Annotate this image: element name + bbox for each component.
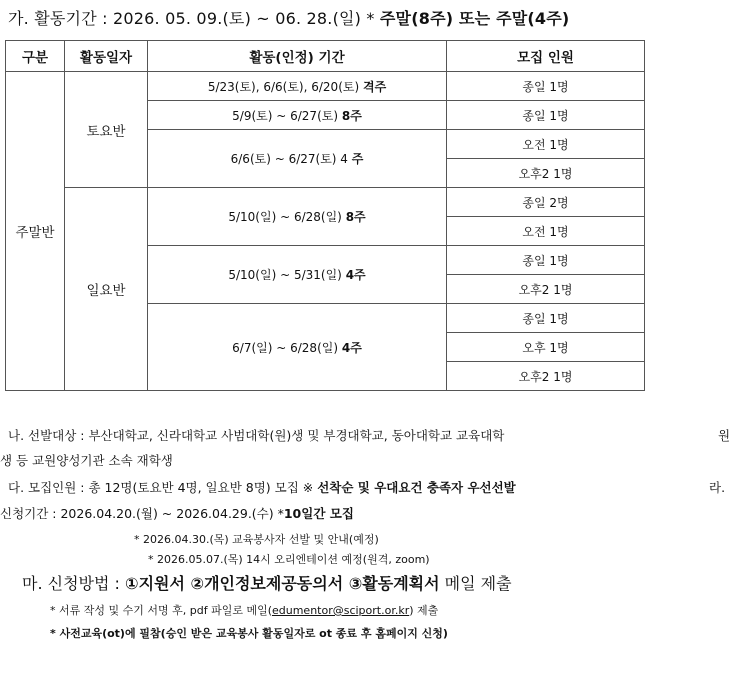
- footer-note-2: * 사전교육(ot)에 필참(승인 받은 교육봉사 활동일자로 ot 종료 후 홈페이지 신청): [50, 627, 448, 640]
- recruit-cell: 종일 1명: [447, 101, 645, 130]
- recruit-cell: 종일 1명: [447, 72, 645, 101]
- activity-period-weeks: 주말(8주) 또는 주말(4주): [379, 9, 570, 28]
- recruit-cell: 오후 1명: [447, 333, 645, 362]
- activity-period-text: 가. 활동기간 : 2026. 05. 09.(토) ~ 06. 28.(일) *: [8, 9, 375, 28]
- header-activity-period: 활동(인정) 기간: [148, 41, 447, 72]
- notice-selection: * 2026.04.30.(목) 교육봉사자 선발 및 안내(예정): [134, 533, 379, 546]
- recruit-line: 다. 모집인원 : 총 12명(토요반 4명, 일요반 8명) 모집 ※ 선착순 및 우대요건 충족자 우선선발: [8, 480, 516, 495]
- activity-period-line: [8, 6, 569, 29]
- target-line-1: 나. 선발대상 : 부산대학교, 신라대학교 사범대학(원)생 및 부경대학교, 동아대학교 교육대학: [8, 428, 505, 443]
- email-link[interactable]: edumentor@sciport.or.kr: [271, 604, 410, 617]
- header-category: 구분: [6, 41, 65, 72]
- application-method-line: 마. 신청방법 : ①지원서 ②개인정보제공동의서 ③활동계획서 메일 제출: [22, 574, 512, 593]
- period-cell: 5/9(토) ~ 6/27(토) 8주: [148, 101, 447, 130]
- recruit-cell: 종일 1명: [447, 246, 645, 275]
- schedule-table: [5, 40, 645, 391]
- header-activity-day: 활동일자: [65, 41, 148, 72]
- period-cell: 5/10(일) ~ 6/28(일) 8주: [148, 188, 447, 246]
- period-cell: 5/23(토), 6/6(토), 6/20(토) 격주: [148, 72, 447, 101]
- recruit-cell: 오후2 1명: [447, 275, 645, 304]
- recruit-cell: 종일 2명: [447, 188, 645, 217]
- recruit-cell: 종일 1명: [447, 304, 645, 333]
- category-cell: 주말반: [6, 72, 65, 391]
- period-cell: 6/7(일) ~ 6/28(일) 4주: [148, 304, 447, 391]
- period-cell: 6/6(토) ~ 6/27(토) 4 주: [148, 130, 447, 188]
- recruit-cell: 오후2 1명: [447, 159, 645, 188]
- target-line-2: 생 등 교원양성기관 소속 재학생: [0, 453, 173, 468]
- recruit-cell: 오전 1명: [447, 130, 645, 159]
- table-row: [6, 72, 645, 101]
- saturday-class-cell: 토요반: [65, 72, 148, 188]
- recruit-cell: 오후2 1명: [447, 362, 645, 391]
- sunday-class-cell: 일요반: [65, 188, 148, 391]
- footer-note-1: * 서류 작성 및 수기 서명 후, pdf 파일로 메일(edumentor@sciport.or.kr) 제출: [50, 604, 439, 617]
- recruit-cell: 오전 1명: [447, 217, 645, 246]
- table-header-row: [6, 41, 645, 72]
- application-period-line: 신청기간 : 2026.04.20.(월) ~ 2026.04.29.(수) *10일간 모집: [0, 506, 354, 521]
- table-row: [6, 188, 645, 217]
- period-cell: 5/10(일) ~ 5/31(일) 4주: [148, 246, 447, 304]
- recruit-line-tail: 라.: [709, 480, 726, 495]
- target-line-1-tail: 원: [718, 428, 731, 443]
- header-recruit-count: 모집 인원: [447, 41, 645, 72]
- notice-orientation: * 2026.05.07.(목) 14시 오리엔테이션 예정(원격, zoom): [148, 553, 430, 566]
